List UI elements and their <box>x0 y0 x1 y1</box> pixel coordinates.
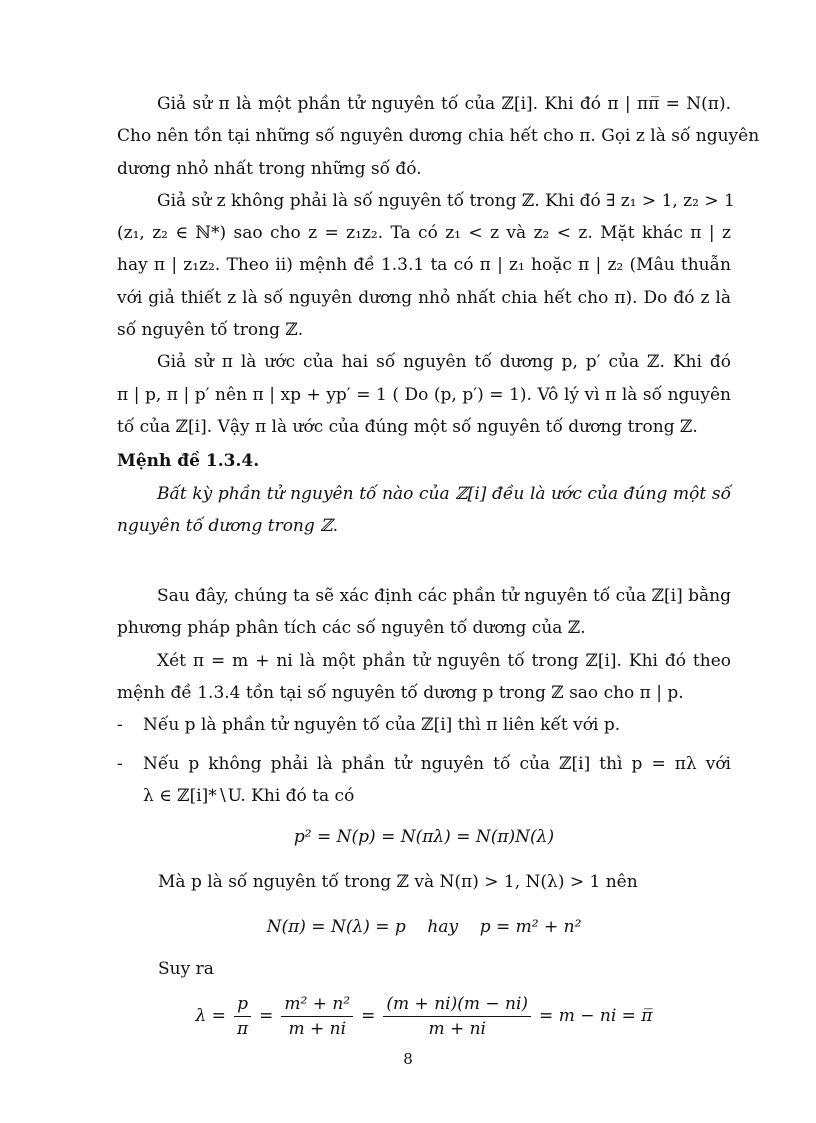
bullet-item-2 <box>117 748 731 780</box>
proposition-title: Mệnh đề 1.3.4. <box>117 451 260 472</box>
paragraph-2-line-3: hay π | z₁z₂. Theo ii) mệnh đề 1.3.1 ta có π | z₁ hoặc π | z₂ (Mâu thuẫn <box>117 255 731 276</box>
fraction-numerator: p <box>234 994 251 1017</box>
bullet-item-1 <box>117 709 731 741</box>
fraction-denominator: m + ni <box>288 1018 347 1039</box>
bullet-2-text-line-2: λ ∈ ℤ[i]*∖U. Khi đó ta có <box>143 785 355 806</box>
paragraph-2-line-5: số nguyên tố trong ℤ. <box>117 320 304 341</box>
paragraph-1-line-2: Cho nên tồn tại những số nguyên dương chia hết cho π. Gọi z là số nguyên <box>117 126 760 147</box>
equation-3-lhs: λ = <box>195 1006 226 1026</box>
equals-sign: = <box>259 1006 274 1026</box>
paragraph-4-line-2: phương pháp phân tích các số nguyên tố dương của ℤ. <box>117 618 586 639</box>
suy-ra-label: Suy ra <box>158 959 214 979</box>
paragraph-3-line-1: Giả sử π là ước của hai số nguyên tố dương p, p′ của ℤ. Khi đó <box>157 352 731 373</box>
equation-1: p² = N(p) = N(πλ) = N(π)N(λ) <box>293 827 555 847</box>
paragraph-3-line-3: tố của ℤ[i]. Vậy π là ước của đúng một số nguyên tố dương trong ℤ. <box>117 416 698 437</box>
equals-sign: = <box>361 1006 376 1026</box>
text-after-equation-1: Mà p là số nguyên tố trong ℤ và N(π) > 1, N(λ) > 1 nên <box>158 872 638 892</box>
equation-3-rhs: = m − ni = π̅ <box>539 1006 653 1026</box>
equation-3 <box>117 988 731 1044</box>
paragraph-3-line-2: π | p, π | p′ nên π | xp + yp′ = 1 ( Do (p, p′) = 1). Vô lý vì π là số nguyên <box>117 384 731 405</box>
proposition-line-2: nguyên tố dương trong ℤ. <box>117 515 338 536</box>
fraction-denominator: m + ni <box>428 1018 486 1039</box>
paragraph-2-line-1: Giả sử z không phải là số nguyên tố trong ℤ. Khi đó ∃ z₁ > 1, z₂ > 1 <box>157 190 735 211</box>
paragraph-1-line-3: dương nhỏ nhất trong những số đó. <box>117 158 422 179</box>
fraction-p-over-pi <box>234 994 251 1039</box>
bullet-1-text: Nếu p là phần tử nguyên tố của ℤ[i] thì π liên kết với p. <box>143 715 621 736</box>
page-body <box>117 88 760 812</box>
paragraph-2-line-4: với giả thiết z là số nguyên dương nhỏ nhất chia hết cho π). Do đó z là <box>117 287 731 308</box>
paragraph-5-line-1: Xét π = m + ni là một phần tử nguyên tố trong ℤ[i]. Khi đó theo <box>157 650 731 671</box>
paragraph-1-line-1: Giả sử π là một phần tử nguyên tố của ℤ[i]. Khi đó π | ππ̅ = N(π). <box>157 94 731 114</box>
spacer <box>117 542 731 580</box>
bullet-mark: - <box>117 753 123 774</box>
page-number: 8 <box>403 1050 413 1068</box>
fraction-product <box>383 994 531 1039</box>
paragraph-2-line-2: (z₁, z₂ ∈ ℕ*) sao cho z = z₁z₂. Ta có z₁ < z và z₂ < z. Mặt khác π | z <box>117 223 731 244</box>
paragraph-4-line-1: Sau đây, chúng ta sẽ xác định các phần tử nguyên tố của ℤ[i] bằng <box>157 586 731 607</box>
fraction-numerator: m² + n² <box>281 994 353 1017</box>
paragraph-5-line-2: mệnh đề 1.3.4 tồn tại số nguyên tố dương p trong ℤ sao cho π | p. <box>117 683 684 704</box>
fraction-sum-of-squares <box>281 994 353 1039</box>
bullet-mark: - <box>117 715 123 736</box>
equation-2: N(π) = N(λ) = p hay p = m² + n² <box>266 917 582 937</box>
proposition-line-1: Bất kỳ phần tử nguyên tố nào của ℤ[i] đều là ước của đúng một số <box>157 483 731 504</box>
bullet-2-text-line-1: Nếu p không phải là phần tử nguyên tố của ℤ[i] thì p = πλ với <box>143 753 731 774</box>
fraction-numerator: (m + ni)(m − ni) <box>383 994 531 1017</box>
fraction-denominator: π <box>236 1018 249 1039</box>
